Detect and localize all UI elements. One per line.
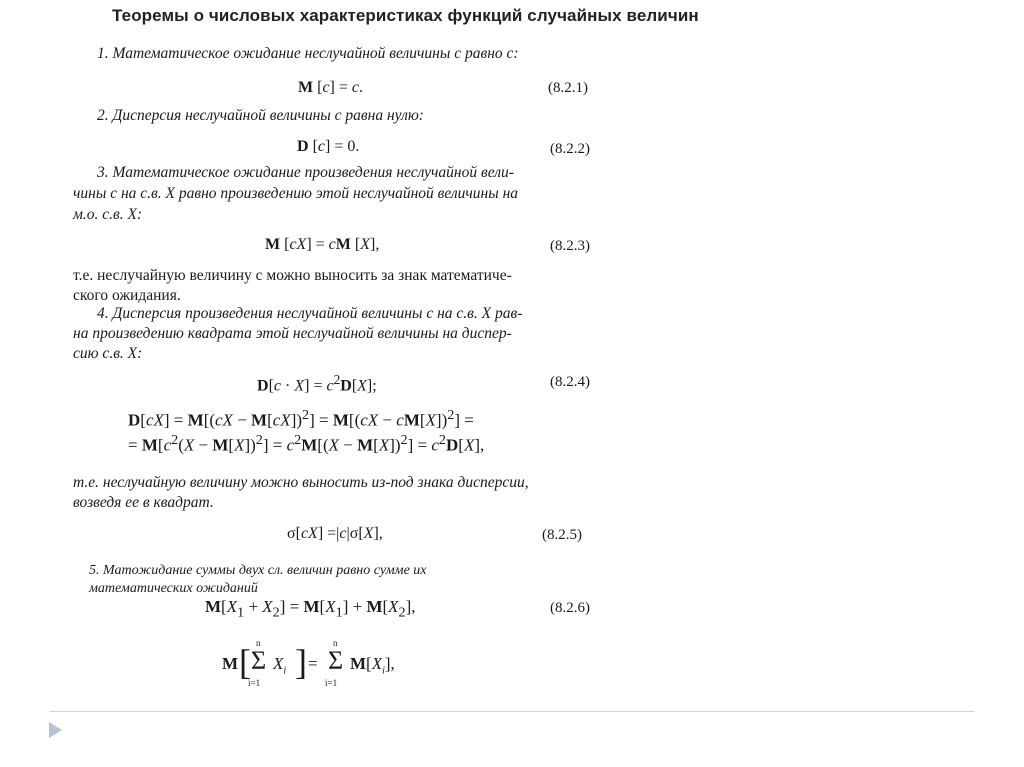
remark-4-line-1: т.е. неслучайную величину можно выносить из-под знака дисперсии, — [73, 474, 529, 491]
theorem-4-line-3: сию с.в. X: — [73, 345, 143, 362]
formula-derivation-line-2: = $M[c^2(X - M[X])^2] = c^2M[(X - M[X])^2] = c^2D[X]$, — [128, 432, 485, 455]
slide-title: Теоремы о числовых характеристиках функций случайных величин — [112, 6, 699, 25]
remark-3-line-1: т.е. неслучайную величину с можно выносить за знак математиче- — [73, 267, 512, 284]
eq-number-8-2-3: (8.2.3) — [550, 238, 590, 254]
eq-number-8-2-1: (8.2.1) — [548, 80, 588, 96]
theorem-4-line-1: 4. Дисперсия произведения неслучайной величины с на с.в. X рав- — [97, 305, 523, 322]
eq-number-8-2-5: (8.2.5) — [542, 527, 582, 543]
formula-8-2-6: $M[X_1 + X_2] = M[X_1] + M[X_2]$, — [205, 597, 416, 621]
formula-sum: M [ n Σ i=1 $X_i$ ] = n Σ i=1 $M[X_i]$, — [222, 638, 395, 688]
formula-8-2-2: D [c] = 0. — [297, 138, 360, 155]
eq-number-8-2-6: (8.2.6) — [550, 600, 590, 616]
formula-8-2-3: M [cX] = cM [X], — [265, 236, 380, 253]
footer-divider — [50, 711, 974, 712]
theorem-4-line-2: на произведению квадрата этой неслучайной величины на диспер- — [73, 325, 512, 342]
theorem-2-text: 2. Дисперсия неслучайной величины с равна нулю: — [97, 107, 424, 124]
theorem-1-text: 1. Математическое ожидание неслучайной величины с равно с: — [97, 45, 519, 62]
formula-derivation-line-1: D[cX] = M[(cX − M[cX])$^2$] = M[(cX − cM[X])$^2$] = — [128, 407, 474, 430]
formula-8-2-4: $D[c \cdot X] = c^2D[X]$; — [257, 372, 377, 395]
formula-8-2-1: M [c] = c. — [298, 79, 364, 96]
theorem-5-line-1: 5. Матожидание суммы двух сл. величин равно сумме их — [89, 563, 427, 578]
remark-4-line-2: возведя ее в квадрат. — [73, 494, 214, 511]
remark-3-line-2: ского ожидания. — [73, 287, 181, 304]
theorem-3-line-1: 3. Математическое ожидание произведения неслучайной вели- — [97, 164, 514, 181]
theorem-5-line-2: математических ожиданий — [89, 581, 258, 596]
formula-8-2-5: σ[cX] =|c|σ[X], — [287, 525, 383, 542]
eq-number-8-2-4: (8.2.4) — [550, 374, 590, 390]
theorem-3-line-2: чины с на с.в. X равно произведению этой неслучайной величины на — [73, 185, 519, 202]
theorem-3-line-3: м.о. с.в. X: — [73, 206, 143, 223]
eq-number-8-2-2: (8.2.2) — [550, 141, 590, 157]
play-triangle-icon[interactable] — [49, 722, 62, 738]
